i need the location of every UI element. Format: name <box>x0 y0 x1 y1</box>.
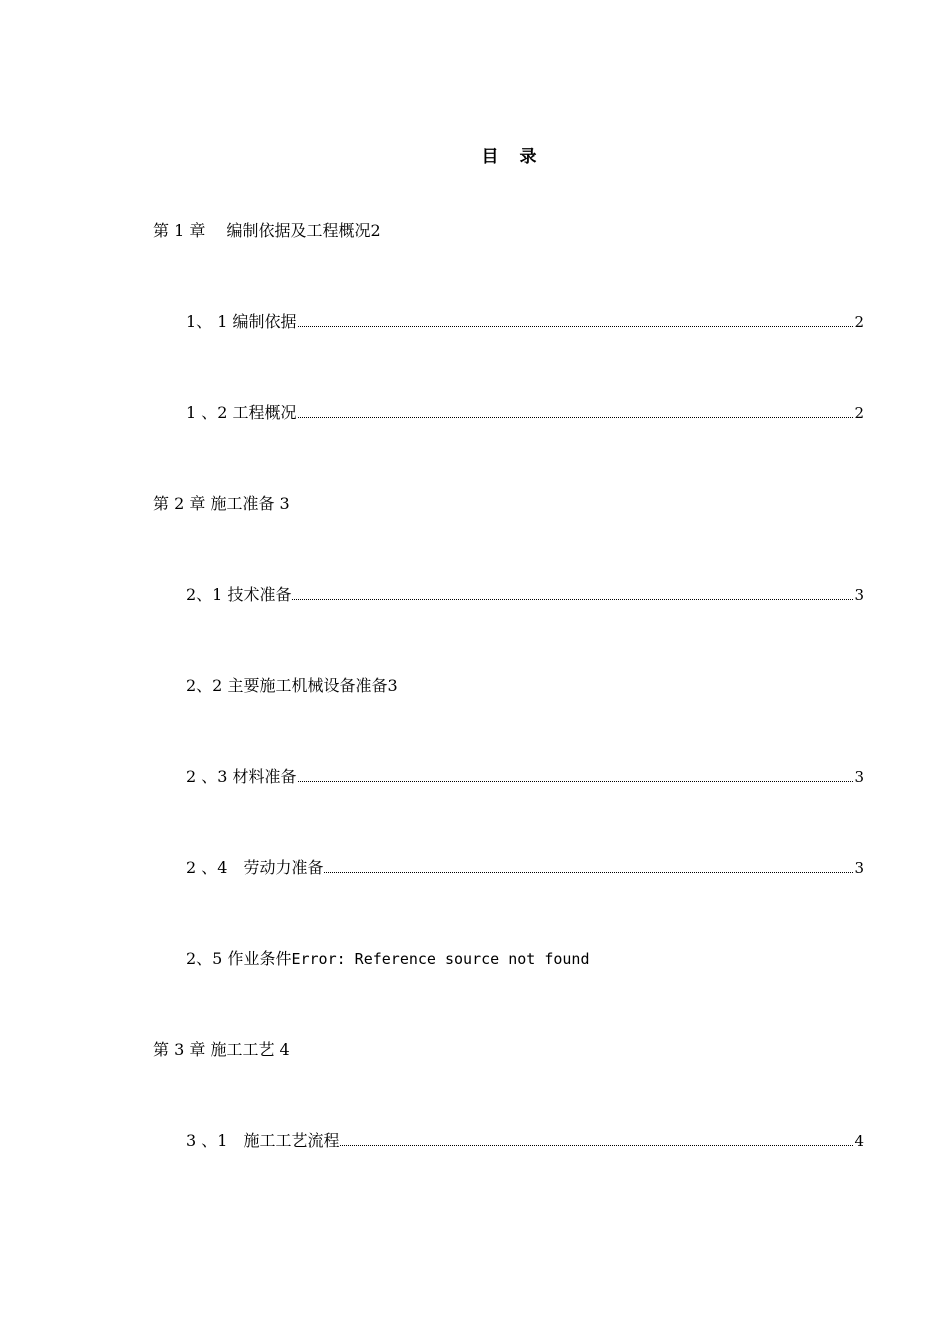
toc-entry-text: 第 3 章 施工工艺 4 <box>153 1040 290 1059</box>
toc-page-number: 2 <box>854 313 864 331</box>
toc-chapter-3[interactable] <box>153 1039 290 1061</box>
toc-page-number: 3 <box>854 859 864 877</box>
toc-chapter-2[interactable] <box>153 493 290 515</box>
toc-entry-2-1[interactable] <box>186 584 864 606</box>
toc-entry-text: 1 、2 工程概况 <box>186 403 297 422</box>
dot-leader <box>298 416 854 418</box>
dot-leader <box>340 1144 853 1146</box>
dot-leader <box>298 780 854 782</box>
toc-entry-text: 2 、3 材料准备 <box>186 767 297 786</box>
toc-entry-2-2[interactable] <box>186 675 398 697</box>
toc-entry-2-3[interactable] <box>186 766 864 788</box>
toc-chapter-1[interactable] <box>153 220 381 242</box>
toc-page-number: 4 <box>854 1132 864 1150</box>
toc-entry-text: 1、 1 编制依据 <box>186 312 297 331</box>
toc-entry-text: 2、5 作业条件 <box>186 949 292 968</box>
toc-entry-text: 第 1 章 编制依据及工程概况2 <box>153 221 381 240</box>
toc-entry-1-1[interactable] <box>186 311 864 333</box>
toc-entry-2-5[interactable] <box>186 948 589 970</box>
toc-entry-2-4[interactable] <box>186 857 864 879</box>
dot-leader <box>298 325 854 327</box>
toc-page-number: 2 <box>854 404 864 422</box>
dot-leader <box>324 871 853 873</box>
toc-entry-text: 2、1 技术准备 <box>186 585 292 604</box>
toc-page-number: 3 <box>854 768 864 786</box>
toc-entry-text: 2 、4 劳动力准备 <box>186 858 324 877</box>
toc-entry-3-1[interactable] <box>186 1130 864 1152</box>
toc-entry-1-2[interactable] <box>186 402 864 424</box>
toc-page-number: 3 <box>854 586 864 604</box>
dot-leader <box>292 598 853 600</box>
reference-error-text: Error: Reference source not found <box>291 950 590 968</box>
toc-entry-text: 2、2 主要施工机械设备准备3 <box>186 676 398 695</box>
toc-entry-text: 3 、1 施工工艺流程 <box>186 1131 340 1150</box>
toc-title: 目 录 <box>481 147 539 167</box>
toc-entry-text: 第 2 章 施工准备 3 <box>153 494 290 513</box>
